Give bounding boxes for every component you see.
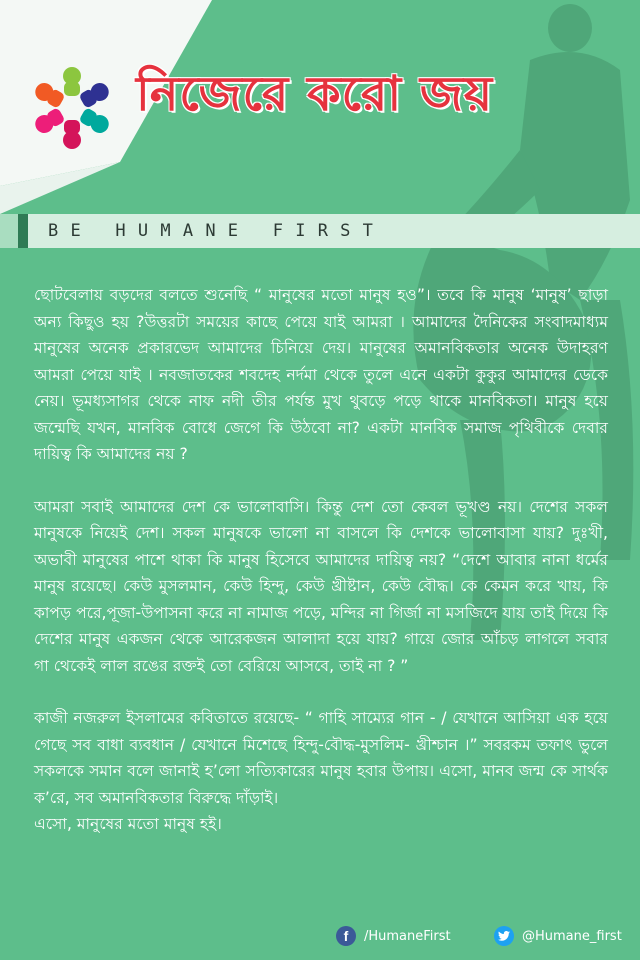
twitter-icon (494, 926, 514, 946)
band-accent-dark (18, 214, 28, 248)
page-title: নিজেরে করো জয় (136, 66, 494, 122)
paragraph-1: ছোটবেলায় বড়দের বলতে শুনেছি “ মানুষের মতো মানুষ হও”। তবে কি মানুষ ‘মানুষ’ ছাড়া অন্য কিছুও হয় ?উত্তরটা সময়ের কাছে পেয়ে যাই আমরা । আমাদের দৈনিকের সংবাদমাধ্যম মানুষের অনেক প্রকারভেদ আমাদের চিনিয়ে দেয়। মানুষের অমানবিকতার অনেক উদাহরণ আমরা পেয়ে যাই । নবজাতকের শবদেহ নর্দমা থেকে তুলে এনে একটা কুকুর আমাদের ডেকে নেয়। ভূমধ্যসাগর থেকে নাফ নদী তীর পর্যন্ত মুখ থুবড়ে পড়ে থাকে মানবিকতা। মানুষ হয়ে জন্মেছি যখন, মানবিক বোধে জেগে কি উঠবো না? একটা মানবিক সমাজ পৃথিবীকে দেবার দায়িত্ব কি আমাদের নয় ? (34, 286, 608, 463)
tagline: BE HUMANE FIRST (48, 221, 386, 241)
tagline-band (0, 214, 640, 248)
facebook-handle: /HumaneFirst (364, 928, 451, 944)
logo-icon (22, 58, 122, 158)
article-body (34, 282, 608, 838)
band-accent-light (0, 214, 18, 248)
facebook-icon: f (336, 926, 356, 946)
paragraph-3: কাজী নজরুল ইসলামের কবিতাতে রয়েছে- “ গাহি সাম্যের গান - / যেখানে আসিয়া এক হয়ে গেছে সব বাধা ব্যবধান / যেখানে মিশেছে হিন্দু-বৌদ্ধ-মুসলিম- খ্রীশ্চান ।” সবরকম তফাৎ ভুলে সকলকে সমান বলে জানাই হ’লো সত্যিকারের মানুষ হবার উপায়। এসো, মানব জন্ম কে সার্থক ক’রে, সব অমানবিকতার বিরুদ্ধে দাঁড়াই। এসো, মানুষের মতো মানুষ হই। (34, 709, 608, 833)
paragraph-2: আমরা সবাই আমাদের দেশ কে ভালোবাসি। কিন্তু দেশ তো কেবল ভূখণ্ড নয়। দেশের সকল মানুষকে নিয়েই দেশ। সকল মানুষকে ভালো না বাসলে কি দেশকে ভালোবাসা যায়? দুঃখী, অভাবী মানুষের পাশে থাকা কি মানুষ হিসেবে আমাদের দায়িত্ব নয়? “দেশে আবার নানা ধর্মের মানুষ রয়েছে। কেউ মুসলমান, কেউ হিন্দু, কেউ খ্রীষ্টান, কেউ বৌদ্ধ। কে কেমন করে খায়, কি কাপড় পরে,পূজা-উপাসনা করে না নামাজ পড়ে, মন্দির না গির্জা না মসজিদে যায় তাই দিয়ে কি দেশের মানুষ একজন থেকে আরেকজন আলাদা হয়ে যায়? গায়ে জোর আঁচড় লাগলে সবার গা থেকেই লাল রঙের রক্তই তো বেরিয়ে আসবে, তাই না ? ” (34, 497, 608, 675)
twitter-handle: @Humane_first (522, 928, 622, 944)
twitter-link[interactable] (494, 922, 622, 950)
facebook-link[interactable] (336, 922, 451, 950)
footer (0, 922, 640, 950)
